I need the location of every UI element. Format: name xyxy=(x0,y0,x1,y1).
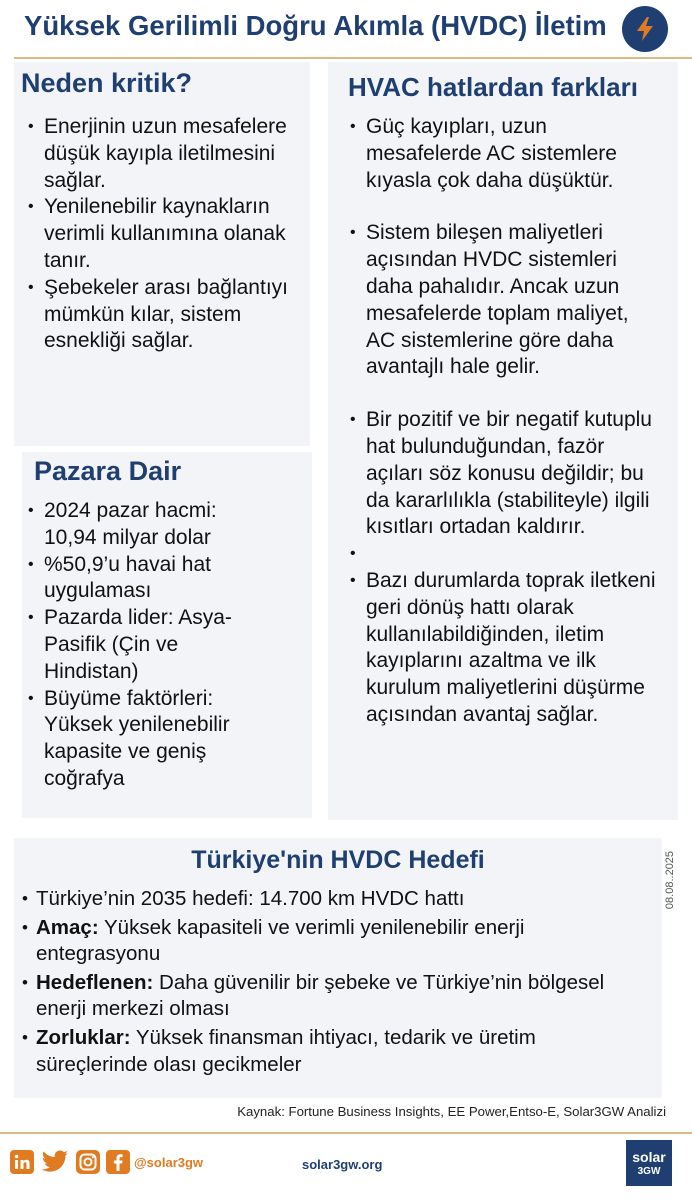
market-title: Pazara Dair xyxy=(34,456,182,486)
list-item: • Şebekeler arası bağlantıyı mümkün kılar, sistem esnekliği sağlar. xyxy=(28,275,304,355)
list-item xyxy=(22,970,652,1023)
why-critical-title: Neden kritik? xyxy=(21,68,193,98)
instagram-icon xyxy=(76,1150,100,1174)
social-handle[interactable]: @solar3gw xyxy=(134,1155,204,1170)
list-item: • Bazı durumlarda toprak iletkeni geri dönüş hattı olarak kullanılabildiğinden, iletim kayıplarını azaltma ve ilk kurulum maliyetlerini düşürme açısından avantaj sağlar. xyxy=(350,568,662,729)
hvac-diff-title: HVAC hatlardan farkları xyxy=(348,72,638,102)
date-label: 08.08..2025 xyxy=(664,850,676,910)
instagram-link[interactable] xyxy=(76,1150,100,1174)
item-text: Yüksek finansman ihtiyacı, tedarik ve üretim süreçlerinde olası gecikmeler xyxy=(36,1025,536,1076)
list-item: • Enerjinin uzun mesafelere düşük kayıpla iletilmesini sağlar. xyxy=(28,114,304,194)
list-item: • Yenilenebilir kaynakların verimli kullanımına olanak tanır. xyxy=(28,194,304,274)
list-item: • Büyüme faktörleri: Yüksek yenilenebilir kapasite ve geniş coğrafya xyxy=(28,686,254,793)
item-text: Daha güvenilir bir şebeke ve Türkiye’nin bölgesel enerji merkezi olması xyxy=(36,970,605,1021)
item-label: Hedeflenen: xyxy=(36,970,154,994)
list-item: • Güç kayıpları, uzun mesafelerde AC sistemlere kıyasla çok daha düşüktür. xyxy=(350,114,662,194)
facebook-icon xyxy=(106,1150,130,1174)
brand-logo xyxy=(626,1140,672,1186)
market-panel xyxy=(22,452,312,818)
source-note: Kaynak: Fortune Business Insights, EE Power,Entso-E, Solar3GW Analizi xyxy=(237,1104,666,1119)
brand-line-2: 3GW xyxy=(637,1165,661,1177)
twitter-icon xyxy=(41,1150,69,1174)
footer-divider xyxy=(0,1132,692,1134)
item-text: Türkiye’nin 2035 hedefi: 14.700 km HVDC hattı xyxy=(36,887,465,910)
why-critical-panel xyxy=(14,62,310,446)
list-item: • Sistem bileşen maliyetleri açısından HVDC sistemleri daha pahalıdır. Ancak uzun mesafelerde toplam maliyet, AC sistemlerine göre daha avantajlı hale gelir. xyxy=(350,220,662,381)
item-text: Yüksek kapasiteli ve verimli yenilenebilir enerji entegrasyonu xyxy=(36,915,525,966)
brand-line-1: solar xyxy=(632,1148,666,1165)
linkedin-icon xyxy=(10,1150,34,1174)
logo-badge xyxy=(622,6,668,52)
page-header xyxy=(0,0,692,58)
hvac-diff-panel xyxy=(328,62,678,820)
why-critical-list xyxy=(28,114,304,355)
list-item: • Pazarda lider: Asya-Pasifik (Çin ve Hindistan) xyxy=(28,605,254,685)
item-label: Amaç: xyxy=(36,915,99,939)
item-label: Zorluklar: xyxy=(36,1025,131,1049)
list-item: • 2024 pazar hacmi: 10,94 milyar dolar xyxy=(28,498,254,552)
list-item: • %50,9’u havai hat uygulaması xyxy=(28,552,254,606)
turkey-panel xyxy=(14,838,662,1098)
header-divider xyxy=(14,57,692,59)
list-item xyxy=(22,915,652,968)
facebook-link[interactable] xyxy=(106,1150,130,1174)
hvac-diff-list xyxy=(350,114,662,729)
twitter-link[interactable] xyxy=(40,1150,70,1174)
list-item xyxy=(22,1025,652,1078)
turkey-title: Türkiye'nin HVDC Hedefi xyxy=(191,846,485,874)
lightning-icon xyxy=(634,16,656,42)
list-item-empty xyxy=(350,541,662,568)
page-title: Yüksek Gerilimli Doğru Akımla (HVDC) İletim xyxy=(24,10,607,41)
list-item: • Bir pozitif ve bir negatif kutuplu hat bulunduğundan, fazör açıları söz konusu değildir; bu da kararlılıkla (stabiliteyle) ilgili kısıtları ortadan kaldırır. xyxy=(350,407,662,541)
turkey-list xyxy=(22,886,652,1080)
website-link[interactable]: solar3gw.org xyxy=(302,1157,383,1172)
list-item xyxy=(22,886,652,913)
market-list xyxy=(28,498,254,793)
linkedin-link[interactable] xyxy=(10,1150,34,1174)
